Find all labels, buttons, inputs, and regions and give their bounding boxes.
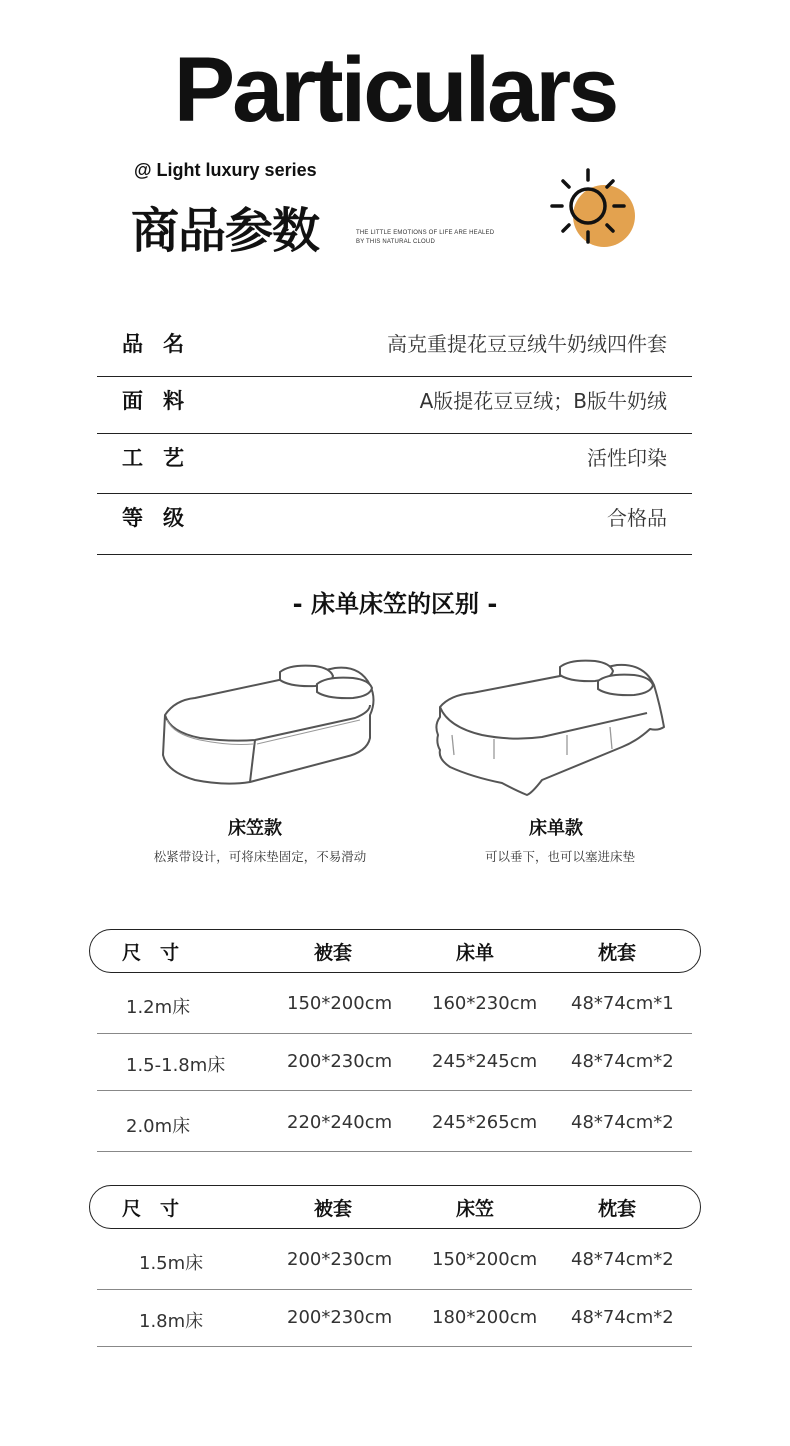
- header-flat-sheet: 床单: [456, 942, 495, 964]
- flat-sheet-desc: 可以垂下，也可以塞进床垫: [484, 849, 635, 864]
- cell-duvet: 220*240cm: [287, 1112, 393, 1133]
- fitted-sheet-desc: 松紧带设计，可将床垫固定，不易滑动: [153, 849, 367, 864]
- flat-sheet-title: 床单款: [529, 818, 583, 839]
- spec-key: 面料: [122, 389, 204, 413]
- table-header: [89, 1185, 701, 1229]
- header-size: 尺 寸: [122, 942, 180, 964]
- cell-duvet: 150*200cm: [287, 993, 393, 1014]
- spec-row-grade: [97, 494, 692, 555]
- fitted-sheet-title: 床笠款: [228, 818, 282, 839]
- header-size: 尺 寸: [122, 1198, 180, 1220]
- cell-size: 1.2m床: [126, 997, 191, 1018]
- cell-pillow: 48*74cm*2: [571, 1051, 674, 1072]
- spec-key: 工艺: [122, 446, 204, 470]
- fitted-sheet-size-table: [89, 1185, 701, 1347]
- table-header: [89, 929, 701, 973]
- header-fitted-sheet: 床笠: [456, 1198, 495, 1220]
- cell-pillow: 48*74cm*2: [571, 1249, 674, 1270]
- header-pillowcase: 枕套: [598, 942, 637, 964]
- cell-sheet: 160*230cm: [432, 993, 538, 1014]
- cell-size: 1.5-1.8m床: [126, 1055, 226, 1076]
- spec-key: 品名: [122, 332, 204, 356]
- table-row: [97, 1091, 692, 1152]
- difference-heading: - 床单床笠的区别 -: [292, 590, 498, 618]
- table-row: [97, 1034, 692, 1091]
- spec-key: 等级: [122, 506, 204, 530]
- tagline-line-2: BY THIS NATURAL CLOUD: [356, 239, 435, 245]
- cell-pillow: 48*74cm*2: [571, 1112, 674, 1133]
- table-row: [97, 973, 692, 1034]
- page-title: Particulars: [173, 39, 617, 141]
- cell-fitted: 150*200cm: [432, 1249, 538, 1270]
- tagline-line-1: THE LITTLE EMOTIONS OF LIFE ARE HEALED: [356, 230, 495, 236]
- spec-row-fabric: [97, 377, 692, 434]
- cell-fitted: 180*200cm: [432, 1307, 538, 1328]
- cell-size: 1.8m床: [139, 1311, 204, 1332]
- cell-pillow: 48*74cm*2: [571, 1307, 674, 1328]
- cell-size: 1.5m床: [139, 1253, 204, 1274]
- cell-duvet: 200*230cm: [287, 1249, 393, 1270]
- flat-sheet-size-table: [89, 929, 701, 1152]
- cell-sheet: 245*245cm: [432, 1051, 538, 1072]
- cell-size: 2.0m床: [126, 1116, 191, 1137]
- fitted-sheet-illustration: [155, 660, 385, 790]
- section-title-product-params: 商品参数: [131, 203, 320, 259]
- spec-table: [97, 320, 692, 555]
- spec-value: A版提花豆豆绒；B版牛奶绒: [419, 389, 667, 413]
- series-label: @ Light luxury series: [134, 160, 317, 180]
- header-pillowcase: 枕套: [598, 1198, 637, 1220]
- header-duvet: 被套: [314, 942, 353, 964]
- cell-duvet: 200*230cm: [287, 1307, 393, 1328]
- spec-value: 合格品: [607, 506, 667, 530]
- spec-value: 活性印染: [587, 446, 667, 470]
- spec-value: 高克重提花豆豆绒牛奶绒四件套: [387, 332, 667, 356]
- spec-row-name: [97, 320, 692, 377]
- sun-icon: [548, 166, 640, 250]
- table-row: [97, 1290, 692, 1347]
- tagline: [356, 229, 494, 247]
- cell-duvet: 200*230cm: [287, 1051, 393, 1072]
- cell-pillow: 48*74cm*1: [571, 993, 674, 1014]
- header-duvet: 被套: [314, 1198, 353, 1220]
- table-row: [97, 1229, 692, 1290]
- flat-sheet-illustration: [432, 655, 672, 800]
- cell-sheet: 245*265cm: [432, 1112, 538, 1133]
- spec-row-craft: [97, 434, 692, 494]
